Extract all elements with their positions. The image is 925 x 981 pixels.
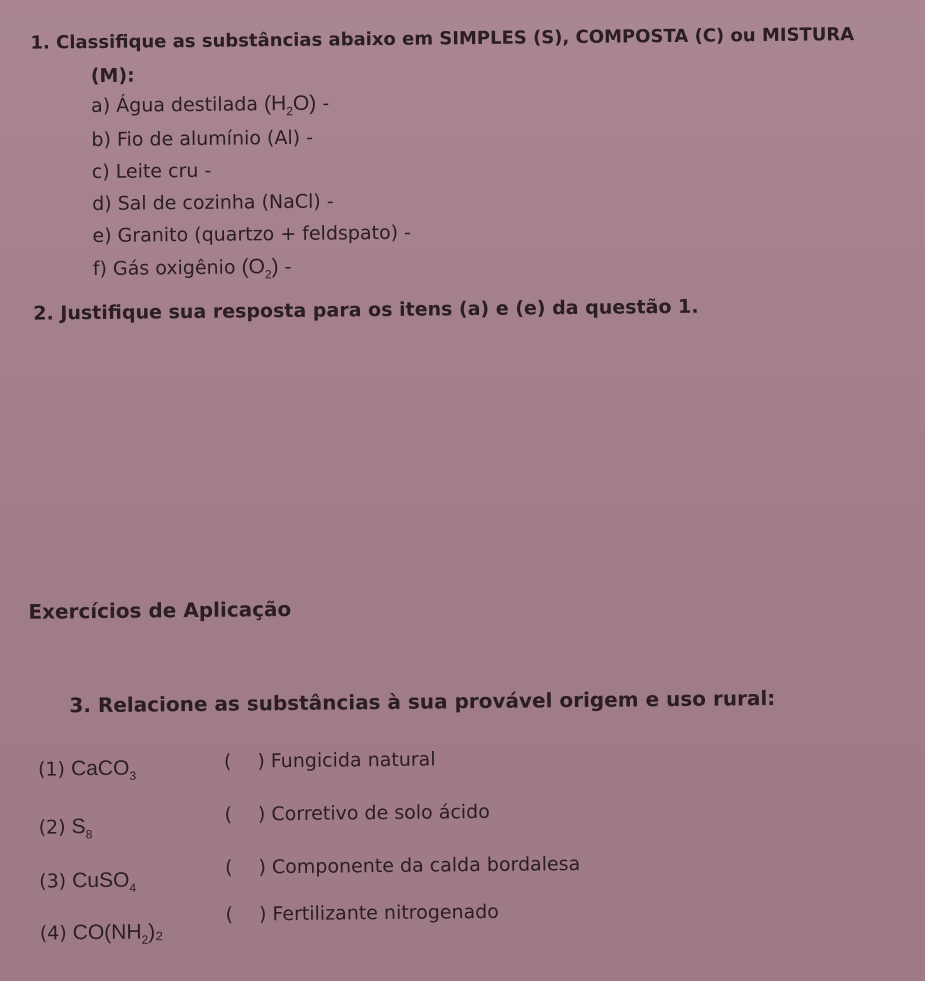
answer-slot-3[interactable]: ( (224, 856, 233, 879)
answer-slot-2[interactable]: ( (224, 803, 233, 826)
answer-slot-4[interactable]: ( (225, 903, 234, 926)
q1-title-continuation: (M): (90, 64, 135, 88)
item-f-text: f) Gás oxigênio (92, 256, 242, 281)
q3-right-4: ( ) Fertilizante nitrogenado (225, 900, 499, 926)
q1-item-a (91, 92, 329, 121)
q3-title: 3. Relacione as substâncias à sua provável origem e uso rural: (69, 685, 776, 718)
q3-left-2: (2) $S_8$ (38, 815, 93, 842)
q3-left-4: (4) $CO(NH_2)_2$ (39, 920, 164, 947)
item-a-text: a) Água destilada (91, 93, 265, 118)
item-f-formula: $(O_2)$ (241, 255, 279, 282)
q3-right-1: ( ) Fungicida natural (223, 748, 436, 773)
item-a-formula: $(H_2O)$ (263, 91, 317, 119)
q1-item-c: c) Leite cru - (91, 159, 212, 184)
q3-left-3: (3) CuSO$_4$ (39, 868, 137, 895)
q3-right-3: ( ) Componente da calda bordalesa (224, 852, 581, 879)
q3-left-1: (1) CaCO$_3$ (37, 756, 137, 783)
section-title: Exercícios de Aplicação (28, 596, 292, 624)
q3-right-2: ( ) Corretivo de solo ácido (224, 800, 490, 826)
q1-item-d: d) Sal de cozinha (NaCl) - (92, 190, 334, 216)
item-f-dash: - (278, 255, 292, 279)
q1-item-f (93, 255, 292, 283)
q2-title: 2. Justifique sua resposta para os itens (a) e (e) da questão 1. (33, 295, 699, 325)
item-a-dash: - (316, 92, 330, 115)
answer-slot-1[interactable]: ( (223, 750, 232, 773)
q1-item-b: b) Fio de alumínio (Al) - (91, 126, 314, 152)
q1-title: 1. Classifique as substâncias abaixo em SIMPLES (S), COMPOSTA (C) ou MISTURA (30, 24, 855, 54)
q1-item-e: e) Granito (quartzo + feldspato) - (92, 221, 412, 248)
